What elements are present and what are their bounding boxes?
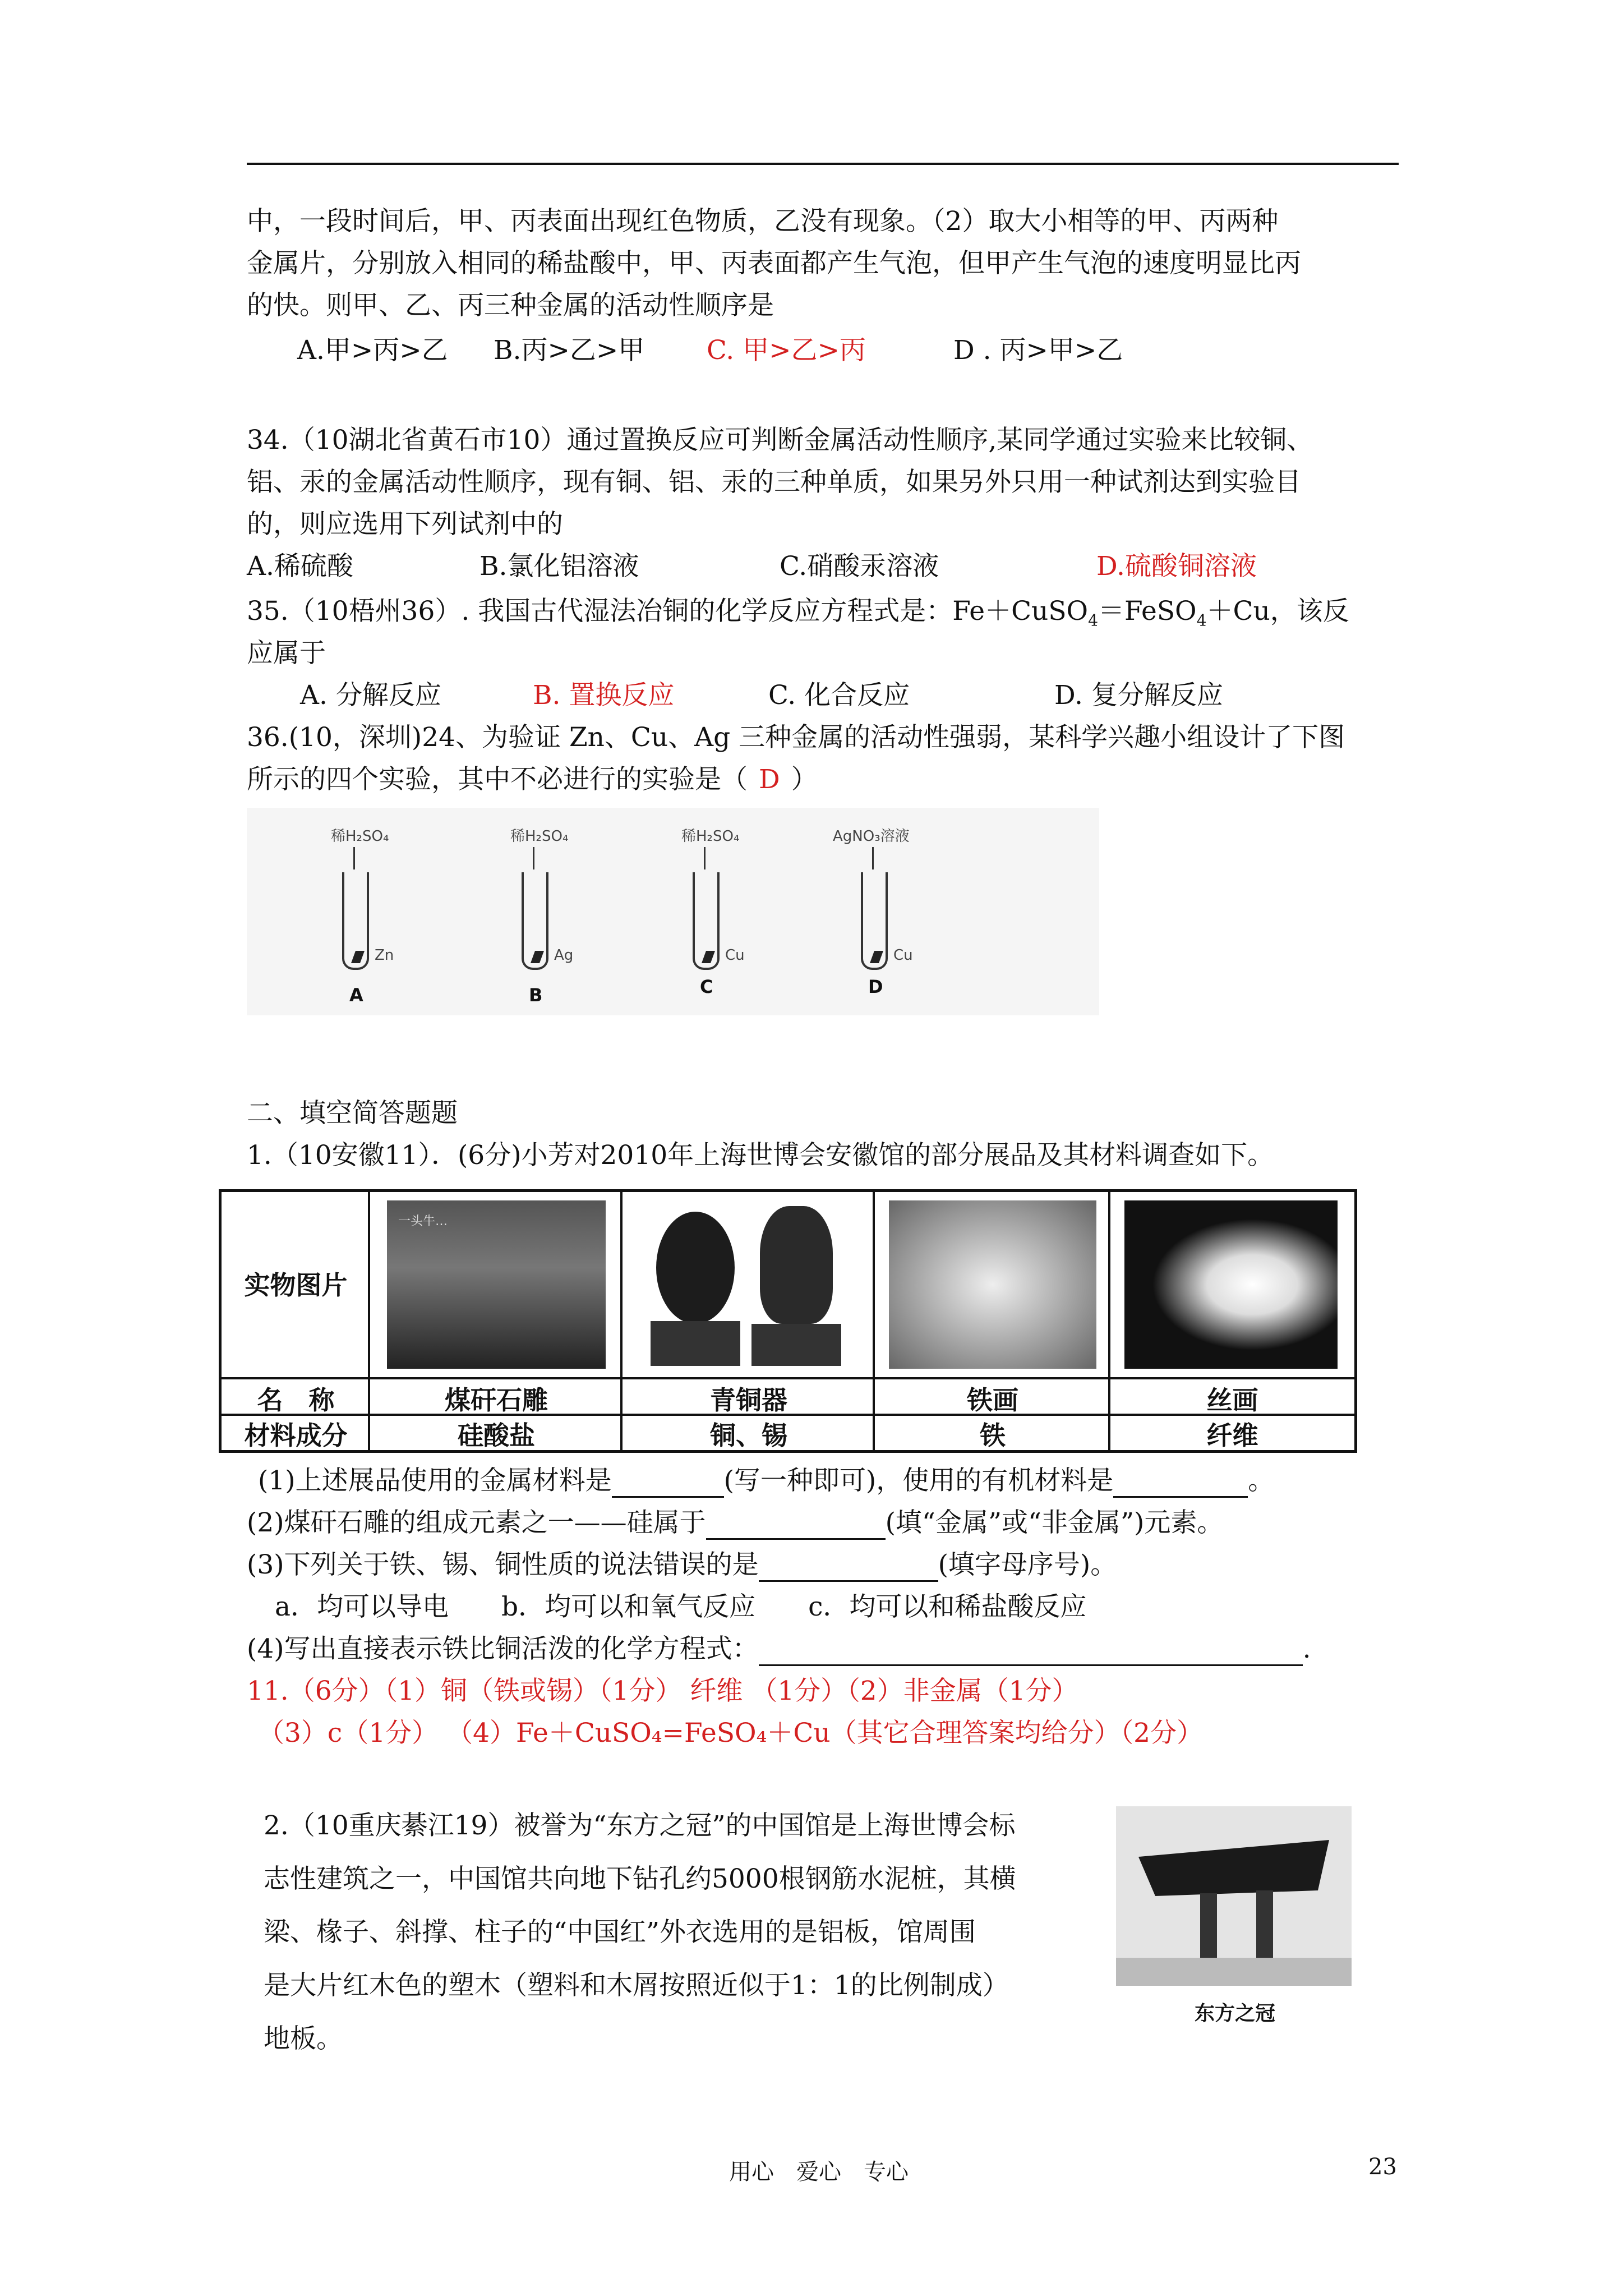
tube-c-letter: C (700, 976, 713, 997)
table-row-divider (222, 1377, 1354, 1379)
sub1-text-c: 。 (1248, 1465, 1275, 1496)
q33-line1: 中，一段时间后，甲、丙表面出现红色物质，乙没有现象。（2）取大小相等的甲、丙两种 (247, 206, 1279, 237)
q34-line3: 的，则应选用下列试剂中的 (247, 509, 563, 540)
arrow-icon (353, 847, 355, 869)
sub1-text-b: (写一种即可)，使用的有机材料是 (723, 1465, 1114, 1496)
bronze-ware-photo (639, 1200, 858, 1369)
q35-option-a: A. 分解反应 (300, 680, 441, 711)
tube-b-reagent: 稀H₂SO₄ (510, 828, 569, 845)
sub2-text-a: (2)煤矸石雕的组成元素之一——硅属于 (247, 1507, 706, 1538)
page-number: 23 (1368, 2154, 1397, 2180)
footer-motto: 用心 爱心 专心 (729, 2159, 909, 2185)
q36-answer: D (759, 764, 780, 795)
q2-line2: 志性建筑之一，中国馆共向地下钻孔约5000根钢筋水泥桩，其横 (264, 1864, 1016, 1894)
blank-field[interactable] (612, 1470, 724, 1498)
material-cell: 硅酸盐 (458, 1420, 535, 1451)
arrow-icon (872, 847, 874, 869)
pavilion-caption: 东方之冠 (1195, 2002, 1276, 2025)
q33-line2: 金属片，分别放入相同的稀盐酸中，甲、丙表面都产生气泡，但甲产生气泡的速度明显比丙 (247, 248, 1301, 279)
tube-b-letter: B (529, 984, 543, 1006)
coal-gangue-carving-photo (387, 1200, 606, 1369)
q34-option-d-answer: D.硫酸铜溶液 (1096, 551, 1257, 582)
sub3-text-b: (填字母序号)。 (938, 1549, 1117, 1580)
q36-line1: 36.(10，深圳)24、为验证 Zn、Cu、Ag 三种金属的活动性强弱，某科学兴趣小组设计了下图 (247, 722, 1345, 753)
tube-a-metal: Zn (375, 947, 394, 964)
section-heading: 二、填空简答题题 (247, 1098, 458, 1129)
q33-option-b: B.丙>乙>甲 (494, 335, 645, 366)
tube-a-letter: A (349, 984, 363, 1006)
answer-line-1: 11.（6分）（1）铜（铁或锡）（1分） 纤维 （1分）（2）非金属（1分） (247, 1676, 1078, 1706)
test-tube-figure (247, 808, 1099, 1015)
tube-d-reagent: AgNO₃溶液 (833, 828, 910, 845)
tube-d-metal: Cu (893, 947, 913, 964)
tube-a-reagent: 稀H₂SO₄ (331, 828, 389, 845)
material-cell: 铁 (980, 1420, 1006, 1451)
china-pavilion-photo (1116, 1806, 1352, 1986)
q1-intro: 1.（10安徽11）．(6分)小芳对2010年上海世博会安徽馆的部分展品及其材料调查如下。 (247, 1140, 1274, 1171)
header-rule (247, 163, 1399, 165)
blank-field[interactable] (759, 1639, 1303, 1666)
blank-field[interactable] (759, 1554, 938, 1582)
q2-line4: 是大片红木色的塑木（塑料和木屑按照近似于1：1的比例制成） (264, 1970, 1009, 2001)
q35-line1 (247, 595, 1349, 637)
q34-line1: 34.（10湖北省黄石市10）通过置换反应可判断金属活动性顺序,某同学通过实验来比较铜、 (247, 425, 1313, 455)
row-label-photo: 实物图片 (244, 1270, 348, 1300)
q36-text: 所示的四个实验，其中不必进行的实验是（ (247, 764, 748, 795)
q2-line3: 梁、椽子、斜撑、柱子的“中国红”外衣选用的是铝板，馆周围 (264, 1917, 976, 1948)
q36-line2 (247, 763, 818, 797)
q35-text-a: 35.（10梧州36）. 我国古代湿法冶铜的化学反应方程式是：Fe＋CuSO (247, 596, 1089, 627)
photo-caption: 一头牛… (398, 1214, 448, 1228)
name-cell: 铁画 (967, 1385, 1018, 1415)
q35-sub-a: 4 (1088, 611, 1098, 630)
material-cell: 纤维 (1206, 1420, 1258, 1451)
q33-option-a: A.甲>丙>乙 (297, 335, 448, 366)
sub-question-3 (247, 1548, 1117, 1582)
name-cell: 煤矸石雕 (445, 1385, 548, 1415)
q34-option-a: A.稀硫酸 (247, 551, 353, 582)
tube-b-metal: Ag (554, 947, 574, 964)
q33-line3: 的快。则甲、乙、丙三种金属的活动性顺序是 (247, 290, 774, 321)
q35-option-d: D. 复分解反应 (1054, 680, 1223, 711)
iron-painting-photo (889, 1200, 1096, 1369)
q33-option-c-answer: C. 甲>乙>丙 (707, 335, 866, 366)
sub4-text-b: . (1302, 1634, 1311, 1664)
sub2-text-b: (填“金属”或“非金属”)元素。 (885, 1507, 1224, 1538)
q2-line1: 2.（10重庆綦江19）被誉为“东方之冠”的中国馆是上海世博会标 (264, 1810, 1016, 1841)
row-label-material: 材料成分 (244, 1420, 348, 1451)
tube-d-letter: D (868, 976, 883, 997)
sub-question-2 (247, 1506, 1223, 1540)
material-cell: 铜、锡 (710, 1420, 787, 1451)
sub3-text-a: (3)下列关于铁、锡、铜性质的说法错误的是 (247, 1549, 759, 1580)
q34-line2: 铝、汞的金属活动性顺序，现有铜、铝、汞的三种单质，如果另外只用一种试剂达到实验目 (247, 467, 1301, 498)
sub1-text-a: (1)上述展品使用的金属材料是 (258, 1465, 612, 1496)
silk-painting-photo (1124, 1200, 1338, 1369)
sub4-text-a: (4)写出直接表示铁比铜活泼的化学方程式： (247, 1634, 759, 1664)
blank-field[interactable] (1113, 1470, 1248, 1498)
q35-option-c: C. 化合反应 (768, 680, 910, 711)
name-cell: 青铜器 (710, 1385, 787, 1415)
q2-line5: 地板。 (264, 2023, 343, 2054)
sub-question-1 (258, 1464, 1274, 1498)
q34-option-b: B.氯化铝溶液 (479, 551, 639, 582)
answer-line-2: （3）c（1分） （4）Fe＋CuSO₄=FeSO₄＋Cu（其它合理答案均给分）（2分） (258, 1718, 1204, 1749)
name-cell: 丝画 (1206, 1385, 1258, 1415)
q35-option-b-answer: B. 置换反应 (533, 680, 675, 711)
q35-text-c: ＋Cu，该反 (1206, 596, 1349, 627)
q35-sub-b: 4 (1196, 611, 1207, 630)
q35-line2: 应属于 (247, 638, 326, 669)
exhibit-table (219, 1189, 1357, 1453)
arrow-icon (704, 847, 706, 869)
q33-option-d: D . 丙>甲>乙 (953, 335, 1123, 366)
q35-text-b: ＝FeSO (1098, 596, 1197, 627)
q36-paren: ） (791, 764, 818, 795)
row-label-name: 名 称 (257, 1385, 335, 1415)
sub-question-4 (247, 1632, 1311, 1666)
q34-option-c: C.硝酸汞溶液 (780, 551, 939, 582)
tube-c-metal: Cu (725, 947, 745, 964)
blank-field[interactable] (706, 1512, 886, 1540)
sub-question-3-options: a．均可以导电 b．均可以和氧气反应 c．均可以和稀盐酸反应 (275, 1591, 1087, 1622)
arrow-icon (533, 847, 534, 869)
tube-c-reagent: 稀H₂SO₄ (681, 828, 740, 845)
